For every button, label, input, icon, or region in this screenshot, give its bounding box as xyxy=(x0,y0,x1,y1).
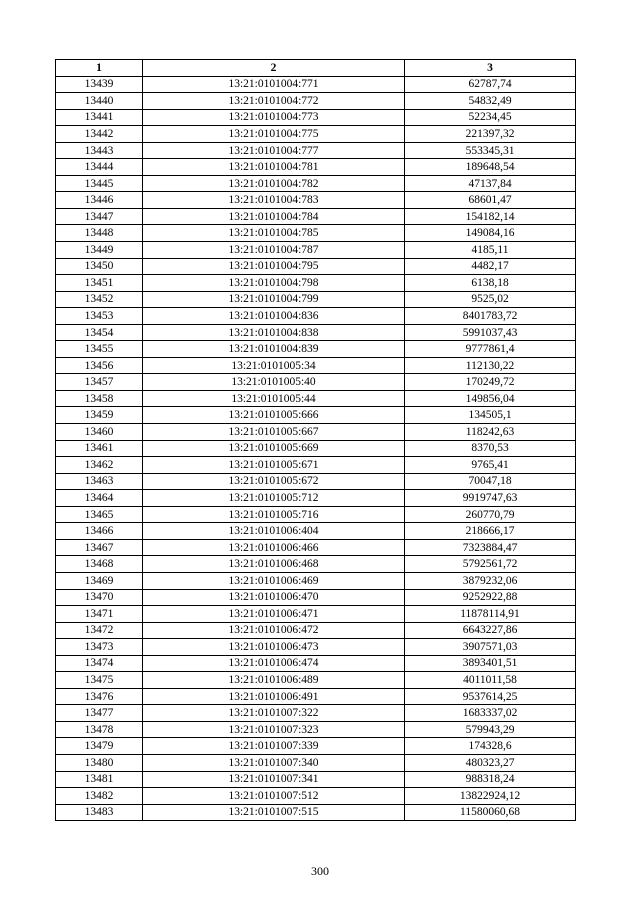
row-number-cell: 13448 xyxy=(56,225,143,242)
cadastral-number-cell: 13:21:0101004:783 xyxy=(143,192,405,209)
row-number-cell: 13478 xyxy=(56,721,143,738)
cadastral-number-cell: 13:21:0101006:491 xyxy=(143,688,405,705)
value-cell: 11878114,91 xyxy=(405,606,576,623)
cadastral-number-cell: 13:21:0101006:489 xyxy=(143,672,405,689)
value-cell: 9537614,25 xyxy=(405,688,576,705)
row-number-cell: 13441 xyxy=(56,109,143,126)
row-number-cell: 13465 xyxy=(56,506,143,523)
cadastral-number-cell: 13:21:0101004:787 xyxy=(143,242,405,259)
value-cell: 260770,79 xyxy=(405,506,576,523)
table-row xyxy=(56,705,576,722)
value-cell: 170249,72 xyxy=(405,374,576,391)
table-row xyxy=(56,341,576,358)
row-number-cell: 13475 xyxy=(56,672,143,689)
value-cell: 6643227,86 xyxy=(405,622,576,639)
row-number-cell: 13479 xyxy=(56,738,143,755)
value-cell: 70047,18 xyxy=(405,473,576,490)
cadastral-number-cell: 13:21:0101005:34 xyxy=(143,357,405,374)
value-cell: 5792561,72 xyxy=(405,556,576,573)
table-row xyxy=(56,142,576,159)
value-cell: 988318,24 xyxy=(405,771,576,788)
table-row xyxy=(56,672,576,689)
row-number-cell: 13451 xyxy=(56,275,143,292)
cadastral-number-cell: 13:21:0101007:322 xyxy=(143,705,405,722)
cadastral-number-cell: 13:21:0101004:771 xyxy=(143,76,405,93)
value-cell: 134505,1 xyxy=(405,407,576,424)
column-header-3: 3 xyxy=(405,60,576,77)
value-cell: 480323,27 xyxy=(405,754,576,771)
value-cell: 13822924,12 xyxy=(405,788,576,805)
row-number-cell: 13455 xyxy=(56,341,143,358)
table-row xyxy=(56,639,576,656)
row-number-cell: 13450 xyxy=(56,258,143,275)
row-number-cell: 13460 xyxy=(56,424,143,441)
table-row xyxy=(56,738,576,755)
cadastral-number-cell: 13:21:0101007:340 xyxy=(143,754,405,771)
row-number-cell: 13463 xyxy=(56,473,143,490)
table-row xyxy=(56,788,576,805)
cadastral-number-cell: 13:21:0101005:667 xyxy=(143,424,405,441)
row-number-cell: 13476 xyxy=(56,688,143,705)
header-row xyxy=(56,60,576,77)
row-number-cell: 13453 xyxy=(56,308,143,325)
table-row xyxy=(56,357,576,374)
table-row xyxy=(56,572,576,589)
row-number-cell: 13473 xyxy=(56,639,143,656)
cadastral-number-cell: 13:21:0101006:471 xyxy=(143,606,405,623)
row-number-cell: 13482 xyxy=(56,788,143,805)
table-row xyxy=(56,804,576,821)
table-row xyxy=(56,688,576,705)
cadastral-number-cell: 13:21:0101005:716 xyxy=(143,506,405,523)
value-cell: 47137,84 xyxy=(405,175,576,192)
cadastral-number-cell: 13:21:0101004:784 xyxy=(143,208,405,225)
cadastral-number-cell: 13:21:0101004:781 xyxy=(143,159,405,176)
row-number-cell: 13483 xyxy=(56,804,143,821)
value-cell: 6138,18 xyxy=(405,275,576,292)
row-number-cell: 13456 xyxy=(56,357,143,374)
cadastral-number-cell: 13:21:0101007:323 xyxy=(143,721,405,738)
page-number: 300 xyxy=(311,864,329,878)
table-row xyxy=(56,622,576,639)
table-row xyxy=(56,407,576,424)
cadastral-number-cell: 13:21:0101004:836 xyxy=(143,308,405,325)
table-row xyxy=(56,721,576,738)
row-number-cell: 13445 xyxy=(56,175,143,192)
table-row xyxy=(56,606,576,623)
value-cell: 3907571,03 xyxy=(405,639,576,656)
value-cell: 118242,63 xyxy=(405,424,576,441)
cadastral-number-cell: 13:21:0101007:515 xyxy=(143,804,405,821)
table-row xyxy=(56,473,576,490)
value-cell: 149856,04 xyxy=(405,390,576,407)
value-cell: 9252922,88 xyxy=(405,589,576,606)
cadastral-number-cell: 13:21:0101004:799 xyxy=(143,291,405,308)
cadastral-number-cell: 13:21:0101007:341 xyxy=(143,771,405,788)
value-cell: 9919747,63 xyxy=(405,490,576,507)
cadastral-number-cell: 13:21:0101006:466 xyxy=(143,539,405,556)
cadastral-number-cell: 13:21:0101004:839 xyxy=(143,341,405,358)
value-cell: 579943,29 xyxy=(405,721,576,738)
table-row xyxy=(56,291,576,308)
row-number-cell: 13443 xyxy=(56,142,143,159)
value-cell: 154182,14 xyxy=(405,208,576,225)
cadastral-number-cell: 13:21:0101006:472 xyxy=(143,622,405,639)
cadastral-number-cell: 13:21:0101004:785 xyxy=(143,225,405,242)
table-row xyxy=(56,506,576,523)
table-row xyxy=(56,159,576,176)
value-cell: 553345,31 xyxy=(405,142,576,159)
row-number-cell: 13459 xyxy=(56,407,143,424)
cadastral-number-cell: 13:21:0101004:772 xyxy=(143,93,405,110)
row-number-cell: 13458 xyxy=(56,390,143,407)
table-row xyxy=(56,440,576,457)
cadastral-number-cell: 13:21:0101006:474 xyxy=(143,655,405,672)
cadastral-number-cell: 13:21:0101005:669 xyxy=(143,440,405,457)
cadastral-number-cell: 13:21:0101005:671 xyxy=(143,457,405,474)
cadastral-number-cell: 13:21:0101006:470 xyxy=(143,589,405,606)
table-row xyxy=(56,258,576,275)
value-cell: 5991037,43 xyxy=(405,324,576,341)
row-number-cell: 13440 xyxy=(56,93,143,110)
value-cell: 3893401,51 xyxy=(405,655,576,672)
row-number-cell: 13454 xyxy=(56,324,143,341)
table-row xyxy=(56,275,576,292)
cadastral-number-cell: 13:21:0101006:469 xyxy=(143,572,405,589)
row-number-cell: 13449 xyxy=(56,242,143,259)
cadastral-number-cell: 13:21:0101005:44 xyxy=(143,390,405,407)
table-row xyxy=(56,109,576,126)
cadastral-number-cell: 13:21:0101005:672 xyxy=(143,473,405,490)
table-row xyxy=(56,556,576,573)
table-body xyxy=(56,76,576,821)
value-cell: 4011011,58 xyxy=(405,672,576,689)
row-number-cell: 13466 xyxy=(56,523,143,540)
cadastral-number-cell: 13:21:0101006:404 xyxy=(143,523,405,540)
table-row xyxy=(56,225,576,242)
row-number-cell: 13480 xyxy=(56,754,143,771)
value-cell: 112130,22 xyxy=(405,357,576,374)
table-row xyxy=(56,655,576,672)
row-number-cell: 13439 xyxy=(56,76,143,93)
cadastral-number-cell: 13:21:0101004:775 xyxy=(143,126,405,143)
cadastral-number-cell: 13:21:0101006:473 xyxy=(143,639,405,656)
table-row xyxy=(56,374,576,391)
table-row xyxy=(56,93,576,110)
value-cell: 1683337,02 xyxy=(405,705,576,722)
row-number-cell: 13457 xyxy=(56,374,143,391)
cadastral-number-cell: 13:21:0101004:782 xyxy=(143,175,405,192)
value-cell: 9765,41 xyxy=(405,457,576,474)
table-row xyxy=(56,589,576,606)
row-number-cell: 13470 xyxy=(56,589,143,606)
cadastral-number-cell: 13:21:0101006:468 xyxy=(143,556,405,573)
table-row xyxy=(56,208,576,225)
cadastral-number-cell: 13:21:0101004:838 xyxy=(143,324,405,341)
row-number-cell: 13442 xyxy=(56,126,143,143)
table-row xyxy=(56,424,576,441)
column-header-2: 2 xyxy=(143,60,405,77)
row-number-cell: 13452 xyxy=(56,291,143,308)
value-cell: 221397,32 xyxy=(405,126,576,143)
table-row xyxy=(56,771,576,788)
value-cell: 8401783,72 xyxy=(405,308,576,325)
value-cell: 9525,02 xyxy=(405,291,576,308)
cadastral-number-cell: 13:21:0101004:773 xyxy=(143,109,405,126)
cadastral-number-cell: 13:21:0101007:339 xyxy=(143,738,405,755)
row-number-cell: 13446 xyxy=(56,192,143,209)
table-row xyxy=(56,457,576,474)
row-number-cell: 13472 xyxy=(56,622,143,639)
value-cell: 52234,45 xyxy=(405,109,576,126)
table-row xyxy=(56,539,576,556)
cadastral-number-cell: 13:21:0101004:795 xyxy=(143,258,405,275)
cadastral-number-cell: 13:21:0101005:40 xyxy=(143,374,405,391)
cadastral-number-cell: 13:21:0101007:512 xyxy=(143,788,405,805)
row-number-cell: 13461 xyxy=(56,440,143,457)
value-cell: 62787,74 xyxy=(405,76,576,93)
value-cell: 189648,54 xyxy=(405,159,576,176)
value-cell: 174328,6 xyxy=(405,738,576,755)
row-number-cell: 13467 xyxy=(56,539,143,556)
value-cell: 4185,11 xyxy=(405,242,576,259)
cadastral-number-cell: 13:21:0101005:666 xyxy=(143,407,405,424)
row-number-cell: 13477 xyxy=(56,705,143,722)
row-number-cell: 13474 xyxy=(56,655,143,672)
cadastral-number-cell: 13:21:0101005:712 xyxy=(143,490,405,507)
value-cell: 7323884,47 xyxy=(405,539,576,556)
value-cell: 8370,53 xyxy=(405,440,576,457)
column-header-1: 1 xyxy=(56,60,143,77)
table-row xyxy=(56,490,576,507)
value-cell: 11580060,68 xyxy=(405,804,576,821)
row-number-cell: 13462 xyxy=(56,457,143,474)
cadastral-number-cell: 13:21:0101004:798 xyxy=(143,275,405,292)
data-table xyxy=(55,59,576,821)
table-row xyxy=(56,76,576,93)
value-cell: 68601,47 xyxy=(405,192,576,209)
table-row xyxy=(56,192,576,209)
cadastral-number-cell: 13:21:0101004:777 xyxy=(143,142,405,159)
value-cell: 9777861,4 xyxy=(405,341,576,358)
row-number-cell: 13469 xyxy=(56,572,143,589)
row-number-cell: 13481 xyxy=(56,771,143,788)
table-row xyxy=(56,523,576,540)
row-number-cell: 13447 xyxy=(56,208,143,225)
value-cell: 149084,16 xyxy=(405,225,576,242)
row-number-cell: 13444 xyxy=(56,159,143,176)
value-cell: 3879232,06 xyxy=(405,572,576,589)
table-row xyxy=(56,175,576,192)
table-row xyxy=(56,754,576,771)
table-row xyxy=(56,242,576,259)
table-row xyxy=(56,126,576,143)
row-number-cell: 13468 xyxy=(56,556,143,573)
table-row xyxy=(56,308,576,325)
value-cell: 54832,49 xyxy=(405,93,576,110)
row-number-cell: 13464 xyxy=(56,490,143,507)
table-row xyxy=(56,324,576,341)
row-number-cell: 13471 xyxy=(56,606,143,623)
table-row xyxy=(56,390,576,407)
value-cell: 218666,17 xyxy=(405,523,576,540)
value-cell: 4482,17 xyxy=(405,258,576,275)
